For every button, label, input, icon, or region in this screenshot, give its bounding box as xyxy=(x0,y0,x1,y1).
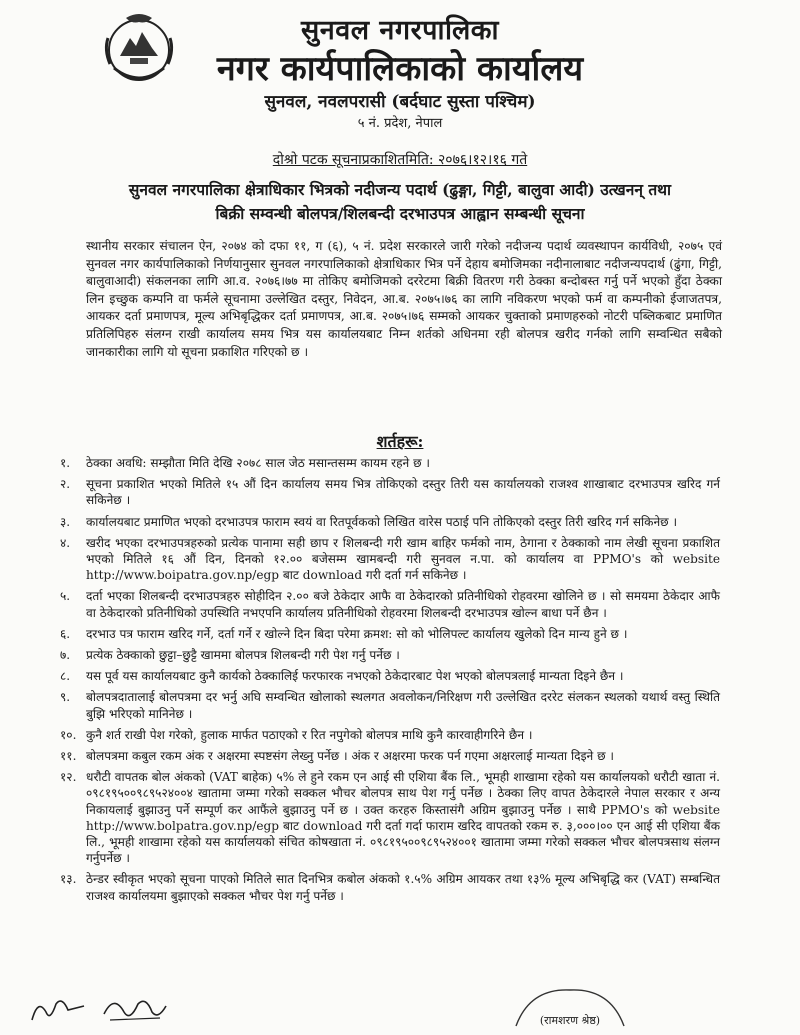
office-name: नगर कार्यपालिकाको कार्यालय xyxy=(216,49,584,89)
office-stamp-icon xyxy=(510,982,630,1032)
condition-item xyxy=(60,535,720,584)
municipality-name: सुनवल नगरपालिका xyxy=(300,15,500,46)
signature-icon xyxy=(28,992,88,1026)
office-address: सुनवल, नवलपरासी (बर्दघाट सुस्ता पश्चिम) xyxy=(264,92,536,112)
condition-item xyxy=(60,769,720,866)
condition-number: २. xyxy=(60,477,71,492)
condition-text: ठेक्का अवधि: सम्झौता मिति देखि २०७८ साल जेठ मसान्तसम्म कायम रहने छ । xyxy=(86,456,430,470)
condition-text: धरौटी वापतक बोल अंकको (VAT बाहेक) ५% ले हुने रकम एन आई सी एशिया बैंक लि., भूमही शाखामा रहेको यस कार्यालयको धरौटी खाता नं. ०९८१९५००९८९५२४००४ खातामा जम्मा गरेको सक्कल भौचर बोलपत्र साथ पेश गर्नु पर्नेछ । ठेक्का लिए वापत ठेकेदारले नेपाल सरकार र अन्य निकायलाई बुझाउनु पर्ने सम्पूर्ण कर आफैंले बुझाउनु पर्ने छ । उक्त करहरु किस्तासंगै अग्रिम बुझाउनु पर्नेछ । साथै PPMO's को website http://www.bolpatra.gov.np/egp बाट download गरी दर्ता गर्दा फाराम खरिद वापतको रकम रु. ३,०००।०० एन आई सी एशिया बैंक लि., भूमही शाखामा रहेको यस कार्यालयको संचित कोषखाता नं. ०९८१९५००९८९५२४००१ खातामा जम्मा गरेको सक्कल भौचर बोलपत्रसाथ संलग्न गर्नुपर्नेछ । xyxy=(86,770,720,866)
condition-item xyxy=(60,689,720,721)
condition-text: ठेन्डर स्वीकृत भएको सूचना पाएको मितिले सात दिनभित्र कबोल अंकको १.५% अग्रिम आयकर तथा १३% मूल्य अभिबृद्धि कर (VAT) सम्बन्धित राजश्व कार्यालयमा बुझाएको सक्कल भौचर पेश गर्नु पर्नेछ । xyxy=(86,872,720,903)
notice-title-line: सुनवल नगरपालिका क्षेत्राधिकार भित्रको नदीजन्य पदार्थ (ढुङ्गा, गिट्टी, बालुवा आदी) उत्खनन् तथा xyxy=(128,180,672,199)
condition-item xyxy=(60,514,720,530)
conditions-list xyxy=(60,455,720,909)
stamp-name: (रामशरण श्रेष्ठ) xyxy=(539,1014,601,1027)
intro-paragraph: स्थानीय सरकार संचालन ऐन, २०७४ को दफा ११, ग (६), ५ नं. प्रदेश सरकारले जारी गरेको नदीजन्य पदार्थ व्यवस्थापन कार्यविधी, २०७५ एवं सुनवल नगर कार्यपालिकाको निर्णयानुसार सुनवल नगरपालिकाको क्षेत्राधिकार भित्र पर्ने देहाय बमोजिमका नदीनालाबाट नदीजन्यपदार्थ (ढुंगा, गिट्टी, बालुवाआदी) संकलनका लागि आ.व. २०७६।७७ मा तोकिए बमोजिमको दररेटमा बिक्री वितरण गरी ठेक्का बन्दोबस्त गर्नु पर्ने भएको हुँदा ठेक्का लिन इच्छुक कम्पनि वा फर्मले सूचनामा उल्लेखित दस्तुर, निवेदन, आ.ब. २०७५।७६ का लागि नविकरण भएको फर्म वा कम्पनीको ईजाजतपत्र, आयकर दर्ता प्रमाणपत्र, मूल्य अभिबृद्धिकर दर्ता प्रमाणपत्र, आ.ब. २०७५।७६ सम्मको आयकर चुक्ताको प्रमाणहरुको नोटरी पब्लिकबाट प्रमाणित प्रतिलिपिहरु संलग्न राखी कार्यालय समय भित्र यस कार्यालयबाट निम्न शर्तको अधिनमा रही बोलपत्र खरीद गर्नको लागि सम्वन्धित सबैको जानकारीका लागि यो सूचना प्रकाशित गरिएको छ । xyxy=(86,239,722,359)
condition-item xyxy=(60,668,720,684)
condition-item xyxy=(60,476,720,508)
publication-date: दोश्रो पटक सूचनाप्रकाशितमिति: २०७६।१२।१६ गते xyxy=(272,152,528,168)
condition-item xyxy=(60,455,720,471)
condition-number: ४. xyxy=(60,535,71,550)
condition-number: ७. xyxy=(60,648,71,663)
condition-number: ९. xyxy=(60,690,71,705)
condition-item xyxy=(60,871,720,903)
conditions-heading: शर्तहरू: xyxy=(376,432,424,451)
condition-number: ३. xyxy=(60,514,71,529)
condition-text: कार्यालयबाट प्रमाणित भएको दरभाउपत्र फाराम स्वयं वा रितपूर्वकको लिखित वारेस पठाई पनि तोकिएको दस्तुर तिरी खरिद गर्न सकिनेछ । xyxy=(86,514,678,529)
condition-item xyxy=(60,748,720,764)
condition-text: सूचना प्रकाशित भएको मितिले १५ औं दिन कार्यालय समय भित्र तोकिएको दस्तुर तिरी यस कार्यालयको राजश्व शाखाबाट दरभाउपत्र खरिद गर्न सकिनेछ । xyxy=(86,477,720,508)
condition-number: १०. xyxy=(60,727,77,742)
condition-number: १३. xyxy=(60,872,77,887)
notice-title xyxy=(80,178,720,226)
condition-number: ८. xyxy=(60,669,71,684)
condition-text: कुनै शर्त राखी पेश गरेको, हुलाक मार्फत पठाएको र रित नपुगेको बोलपत्र माथि कुनै कारवाहीगरिने छैन । xyxy=(86,727,533,742)
condition-number: १२. xyxy=(60,770,77,785)
condition-number: ११. xyxy=(60,749,77,764)
condition-number: १. xyxy=(60,456,71,470)
office-province: ५ नं. प्रदेश, नेपाल xyxy=(357,116,443,131)
condition-text: खरीद भएका दरभाउपत्रहरुको प्रत्येक पानामा सही छाप र शिलबन्दी गरी खाम बाहिर फर्मको नाम, ठेगाना र ठेक्काको नाम लेखी सूचना प्रकाशित भएको मितिले १६ औं दिन, दिनको १२.०० बजेसम्म खामबन्दी गरी सुनवल न.पा. को कार्यालय वा PPMO's को website http://www.boipatra.gov.np/egp बाट download गरी दर्ता गर्न सकिनेछ । xyxy=(86,535,720,583)
condition-item xyxy=(60,626,720,642)
condition-text: बोलपत्रमा कबुल रकम अंक र अक्षरमा स्पष्टसंग लेख्नु पर्नेछ । अंक र अक्षरमा फरक पर्न गएमा अक्षरलाई मान्यता दिइने छ । xyxy=(86,749,614,764)
condition-text: दरभाउ पत्र फाराम खरिद गर्ने, दर्ता गर्ने र खोल्ने दिन बिदा परेमा क्रमश: सो को भोलिपल्ट कार्यालय खुलेको दिन मान्य हुने छ । xyxy=(86,626,628,641)
condition-text: यस पूर्व यस कार्यालयबाट कुनै कार्यको ठेक्कालिई फरफारक नभएको ठेकेदारबाट पेश भएको बोलपत्रलाई मान्यता दिइने छैन । xyxy=(86,669,624,684)
condition-item xyxy=(60,588,720,620)
condition-number: ५. xyxy=(60,589,71,604)
condition-item xyxy=(60,647,720,663)
notice-title-line: बिक्री सम्वन्धी बोलपत्र/शिलबन्दी दरभाउपत्र आह्वान सम्बन्धी सूचना xyxy=(215,204,585,223)
signature-icon xyxy=(100,990,170,1026)
condition-text: दर्ता भएका शिलबन्दी दरभाउपत्रहरु सोहीदिन २.०० बजे ठेकेदार आफै वा ठेकेदारको प्रतिनीधिको रोहवरमा खोलिने छ । सो समयमा ठेकेदार आफै वा ठेकेदारको प्रतिनीधिको उपस्थिति नभएपनि कार्यालय प्रतिनीधिको रोहवरमा शिलबन्दी दरभाउपत्र खोल्न बाधा पर्ने छैन । xyxy=(86,589,720,620)
condition-number: ६. xyxy=(60,626,71,641)
condition-item xyxy=(60,727,720,743)
condition-text: बोलपत्रदातालाई बोलपत्रमा दर भर्नु अघि सम्वन्धित खोलाको स्थलगत अवलोकन/निरिक्षण गरी उल्लेखित दररेट संलकन स्थलको यथार्थ वस्तु स्थिति बुझि भरिएको मानिनेछ । xyxy=(86,690,720,721)
condition-text: प्रत्येक ठेक्काको छुट्टा–छुट्टै खाममा बोलपत्र शिलबन्दी गरी पेश गर्नु पर्नेछ । xyxy=(86,648,400,663)
